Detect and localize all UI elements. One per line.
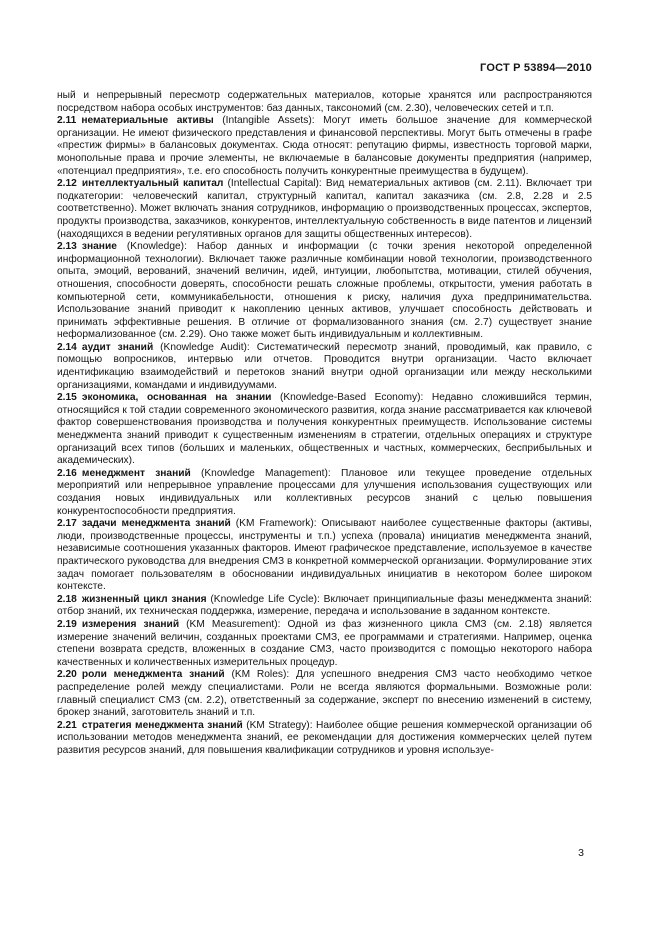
definition-item	[57, 468, 592, 518]
definition-body: Могут иметь большое значение для коммерческой организации. Не имеют физического представления и финансовой перспективы. Могут быть отмечены в графе «престиж фирмы» в балансовых документах. Сюда относят: репутацию фирмы, известность торговой марки, монопольные права и прочие элементы, не включаемые в балансовые документы предприятия (например, «потенциал предприятия», т.е. его способность получить конкурентные преимущества в будущем).	[57, 115, 592, 177]
definition-item	[57, 669, 592, 719]
definition-item	[57, 619, 592, 669]
definition-term-english: (Knowledge-Based Economy):	[271, 392, 432, 404]
definition-body: Недавно сложившийся термин, относящийся к той стадии современного экономического развития, когда знание рассматривается как ключевой фактор совершенствования производства и получения конкурентных преимуществ. Использование системы менеджмента знаний приводит к существенным изменениям в стратегии, отдельных операциях и структуре организаций всех типов (больших и маленьких, общественных и частных, коммерческих, бесприбыльных и академических).	[57, 392, 592, 467]
definition-term-english: (KM Measurement):	[179, 618, 288, 630]
definition-term: 2.15 экономика, основанная на знании	[57, 392, 272, 404]
definition-term: 2.14 аудит знаний	[57, 341, 154, 353]
document-header	[57, 62, 592, 74]
definition-term: 2.20 роли менеджмента знаний	[57, 669, 225, 681]
definition-term-english: (Knowledge):	[116, 241, 197, 253]
definition-body: Для успешного внедрения СМЗ часто необходимо четкое распределение ролей между специалистами. Роли не всегда являются формальными. Возможные роли: главный специалист СМЗ (см. 2.2), ответственный за содержание, эксперт по внесению изменений в систему, брокер знаний, заготовитель знаний и т.п.	[57, 669, 593, 719]
definition-term-english: (KM Roles):	[224, 669, 296, 681]
definition-body: Систематический пересмотр знаний, проводимый, как правило, с помощью вопросников, интервью или отчетов. Проводится внутри организации. Часто включает идентификацию взаимодействий и перетоков знаний внутри одной организации или между несколькими организациями, командами и индивидуумами.	[57, 341, 592, 391]
document-content	[57, 90, 592, 757]
definition-body: Включает принципиальные фазы менеджмента знаний: отбор знаний, их техническая поддержка, измерение, передача и использование в заданном контексте.	[57, 593, 592, 618]
definition-term-english: (Knowledge Management):	[190, 467, 341, 479]
definition-term: 2.12 интеллектуальный капитал	[57, 178, 224, 190]
definition-term-english: (Intangible Assets):	[213, 115, 324, 127]
definition-term-english: (Knowledge Life Cycle):	[206, 593, 324, 605]
definition-body: Наиболее общие решения коммерческой организации об использовании методов менеджмента знаний, ее рекомендации для достижения коммерческих целей путем развития ресурсов знаний, для повышения квалификации сотрудников и уровня используе-	[57, 719, 593, 756]
definition-term-english: (KM Strategy):	[242, 719, 316, 731]
definition-term: 2.19 измерения знаний	[57, 618, 180, 630]
definition-term: 2.16 менеджмент знаний	[57, 467, 191, 479]
definition-item	[57, 720, 592, 758]
definition-term: 2.17 задачи менеджмента знаний	[57, 518, 231, 530]
standard-number: ГОСТ Р 53894—2010	[480, 62, 592, 74]
definition-item	[57, 342, 592, 392]
definition-body: Одной из фаз жизненного цикла СМЗ (см. 2.18) является измерение значений величин, созданных проектами СМЗ, ее программами и стратегиями. Например, оценка степени возврата средств, вложенных в создание СМЗ, часто производится с помощью некоторого набора качественных и количественных измерительных процедур.	[57, 618, 592, 668]
definition-body: Вид нематериальных активов (см. 2.11). Включает три подкатегории: человеческий капитал, структурный капитал, капитал заказчика (см. 2.8, 2.28 и 2.5 соответственно). Может включать знания сотрудников, информацию о производственных процессах, экспертов, продукты производства, заказчиков, конкурентов, интеллектуальную собственность в виде патентов и лицензий (находящихся в ведении регулятивных органов для защиты общественных интересов).	[57, 178, 592, 240]
definition-term: 2.18 жизненный цикл знания	[57, 593, 207, 605]
definition-body: Набор данных и информации (с точки зрения некоторой определенной информационной технологии). Включает также различные комбинации новой технологии, производственного опыта, эмоций, верований, значений величин, идей, интуиции, любопытства, мотивации, стилей обучения, отношения, способности доверять, способности решать сложные проблемы, открытости, умения работать в компьютерной сети, коммуникабельности, отношения к риску, наличия духа предпринимательства. Использование знаний приводит к накоплению ценных активов, улучшает способность действовать и принимать эффективные решения. В отличие от формализованного знания (см. 2.7) существует знание неформализованное (см. 2.29). Оно также может быть индивидуальным и коллективным.	[57, 241, 592, 341]
definition-item	[57, 392, 592, 468]
definition-item	[57, 115, 592, 178]
definition-term: 2.21 стратегия менеджмента знаний	[57, 719, 243, 731]
definition-term: 2.11 нематериальные активы	[57, 115, 214, 127]
definition-term-english: (Knowledge Audit):	[153, 341, 257, 353]
continuation-paragraph: ный и непрерывный пересмотр содержательных материалов, которые хранятся или распространяются посредством набора особых инструментов: баз данных, таксономий (см. 2.30), человеческих сетей и т.п.	[57, 90, 592, 114]
definition-term-english: (Intellectual Capital):	[223, 178, 326, 190]
definition-term: 2.13 знание	[57, 241, 117, 253]
definition-term-english: (KM Framework):	[230, 518, 322, 530]
definitions-list	[57, 115, 592, 757]
definition-item	[57, 178, 592, 241]
definition-body: Плановое или текущее проведение отдельных мероприятий или непрерывное управление процессами для улучшения использования существующих или создания новых индивидуальных или коллективных ресурсов знаний с целью повышения конкурентоспособности предприятия.	[57, 467, 593, 517]
definition-item	[57, 518, 592, 594]
definition-item	[57, 594, 592, 619]
page-number: 3	[578, 847, 584, 859]
definition-body: Описывают наиболее существенные факторы (активы, люди, производственные процессы, инструменты и т.п.) успеха (провала) инициатив менеджмента знаний, независимые соотношения указанных факторов. Имеют графическое представление, используемое в качестве практического руководства для внедрения СМЗ в конкретной коммерческой организации. Формулирование этих задач помогает пользователям в обосновании индивидуальных инициатив в некотором более широком контексте.	[57, 518, 592, 593]
page-footer	[57, 847, 584, 859]
definition-item	[57, 241, 592, 342]
